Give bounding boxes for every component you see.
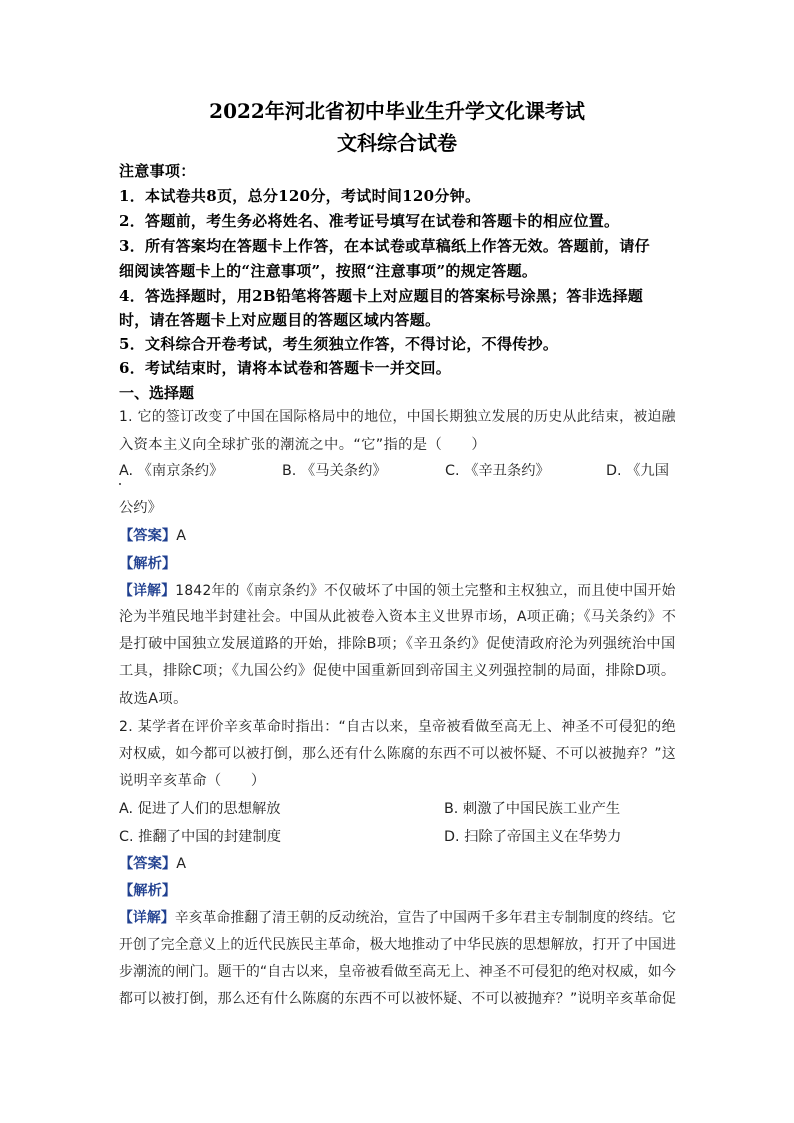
q2-detail-line: 开创了完全意义上的近代民族民主革命，极大地推动了中华民族的思想解放，打开了中国进 <box>119 937 676 953</box>
q2-stem-line: 2. 某学者在评价辛亥革命时指出：“自古以来，皇帝被看做至高无上、神圣不可侵犯的绝 <box>119 719 676 735</box>
answer-value: A <box>176 856 186 872</box>
q1-stem-line: 入资本主义向全球扩张的潮流之中。“它”指的是（ ） <box>119 437 487 453</box>
q1-stem-line: 1. 它的签订改变了中国在国际格局中的地位，中国长期独立发展的历史从此结束，被迫融 <box>119 409 676 425</box>
answer-label: 【答案】 <box>119 856 177 872</box>
notice-item: 4．答选择题时，用2B铅笔将答题卡上对应题目的答案标号涂黑；答非选择题 <box>119 287 644 305</box>
q1-analysis <box>119 557 176 571</box>
notice-item: 6．考试结束时，请将本试卷和答题卡一并交回。 <box>119 359 452 377</box>
answer-label: 【答案】 <box>119 528 177 544</box>
q2-option-a: A. 促进了人们的思想解放 <box>119 801 281 817</box>
q2-detail-line: 【详解】辛亥革命推翻了清王朝的反动统治，宣告了中国两千多年君主专制制度的终结。它 <box>119 910 676 926</box>
q2-detail-line: 步潮流的闸门。题干的“自古以来，皇帝被看做至高无上、神圣不可侵犯的绝对权威，如今 <box>119 964 676 980</box>
exam-subtitle: 文科综合试卷 <box>337 131 457 155</box>
stray-dot <box>119 483 121 485</box>
q1-option-d-cont: 公约》 <box>119 500 162 516</box>
notice-item: 1．本试卷共8页，总分120分，考试时间120分钟。 <box>119 187 481 205</box>
notice-item: 5．文科综合开卷考试，考生须独立作答，不得讨论，不得传抄。 <box>119 335 559 353</box>
q2-detail-line: 都可以被打倒，那么还有什么陈腐的东西不可以被怀疑、不可以被抛弃？”说明辛亥革命促 <box>119 991 676 1007</box>
q2-option-c: C. 推翻了中国的封建制度 <box>119 829 282 845</box>
q2-option-b: B. 刺激了中国民族工业产生 <box>444 801 621 817</box>
detail-label: 【详解】 <box>119 910 175 926</box>
q2-analysis <box>119 884 176 898</box>
q1-detail-line: 是打破中国独立发展道路的开始，排除B项；《辛丑条约》促使清政府沦为列强统治中国 <box>119 636 676 652</box>
analysis-label: 【解析】 <box>119 883 177 899</box>
detail-label: 【详解】 <box>119 583 176 599</box>
q1-detail-line: 工具，排除C项；《九国公约》促使中国重新回到帝国主义列强控制的局面，排除D项。 <box>119 663 676 679</box>
notice-heading: 注意事项： <box>119 162 196 180</box>
notice-item: 细阅读答题卡上的“注意事项”，按照“注意事项”的规定答题。 <box>119 262 538 280</box>
q2-option-d: D. 扫除了帝国主义在华势力 <box>444 829 622 845</box>
q2-stem-line: 说明辛亥革命（ ） <box>119 773 266 789</box>
q1-detail-line: 【详解】1842年的《南京条约》不仅破坏了中国的领土完整和主权独立，而且使中国开始 <box>119 583 676 599</box>
analysis-label: 【解析】 <box>119 556 177 572</box>
q1-detail-line: 故选A项。 <box>119 691 188 707</box>
q1-option-d: D. 《九国 <box>606 463 669 479</box>
notice-item: 2．答题前，考生务必将姓名、准考证号填写在试卷和答题卡的相应位置。 <box>119 212 620 230</box>
notice-item: 3．所有答案均在答题卡上作答，在本试卷或草稿纸上作答无效。答题前，请仔 <box>119 237 650 255</box>
section-title: 一、选择题 <box>119 384 195 402</box>
q1-option-a: A. 《南京条约》 <box>119 463 224 479</box>
notice-item: 时，请在答题卡上对应题目的答题区域内答题。 <box>119 311 441 329</box>
answer-value: A <box>176 528 186 544</box>
exam-title: 2022年河北省初中毕业生升学文化课考试 <box>209 99 585 123</box>
q1-option-c: C. 《辛丑条约》 <box>445 463 550 479</box>
q1-detail-line: 沦为半殖民地半封建社会。中国从此被卷入资本主义世界市场，A项正确；《马关条约》不 <box>119 609 677 625</box>
q1-answer <box>119 529 186 543</box>
q2-answer <box>119 857 186 871</box>
q2-stem-line: 对权威，如今都可以被打倒，那么还有什么陈腐的东西不可以被怀疑、不可以被抛弃？”这 <box>119 746 676 762</box>
q1-option-b: B. 《马关条约》 <box>282 463 387 479</box>
